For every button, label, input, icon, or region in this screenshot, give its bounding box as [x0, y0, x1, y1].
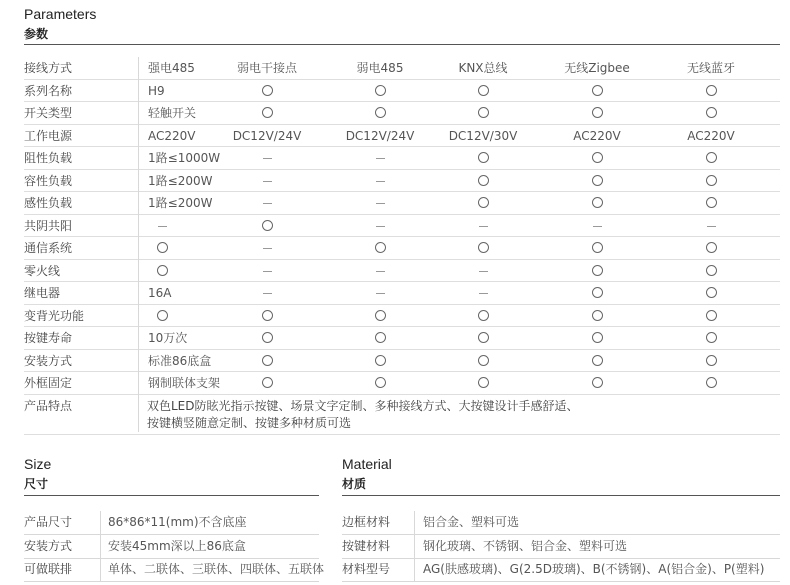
available-circle-icon: [463, 80, 503, 102]
not-applicable-dash-icon: [247, 282, 287, 304]
not-applicable-dash-icon: [360, 147, 400, 169]
available-circle-icon: [360, 80, 400, 102]
size-row-divider: [24, 581, 319, 582]
material-row-value: AG(肤感玻璃)、G(2.5D玻璃)、B(不锈钢)、A(铝合金)、P(塑料): [423, 562, 765, 576]
parameters-cell: H9: [148, 83, 165, 98]
available-circle-icon: [577, 192, 617, 214]
available-circle-icon: [691, 80, 731, 102]
available-circle-icon: [360, 102, 400, 124]
size-row-label: 安装方式: [24, 538, 73, 553]
material-divider: [342, 495, 780, 496]
material-title-zh: 材质: [342, 477, 367, 491]
available-circle-icon: [691, 237, 731, 259]
parameters-row-label: 接线方式: [24, 61, 73, 75]
parameters-cell: DC12V/24V: [232, 128, 302, 143]
available-circle-icon: [247, 102, 287, 124]
parameters-cell: 无线蓝牙: [686, 61, 735, 75]
parameters-cell: 标准86底盒: [148, 353, 212, 368]
available-circle-icon: [247, 372, 287, 394]
parameters-cell: 无线Zigbee: [564, 61, 630, 75]
parameters-column-divider: [138, 57, 139, 432]
available-circle-icon: [577, 327, 617, 349]
material-title: Material: [342, 456, 392, 472]
size-title-zh: 尺寸: [24, 477, 49, 491]
parameters-row-label: 按键寿命: [24, 331, 73, 345]
parameters-cell: AC220V: [687, 128, 735, 143]
not-applicable-dash-icon: [247, 147, 287, 169]
available-circle-icon: [463, 350, 503, 372]
size-row-value: 86*86*11(mm)不含底座: [108, 515, 247, 529]
available-circle-icon: [463, 305, 503, 327]
parameters-row-label: 开关类型: [24, 106, 73, 120]
parameters-cell: DC12V/30V: [448, 128, 518, 143]
available-circle-icon: [463, 170, 503, 192]
not-applicable-dash-icon: [463, 282, 503, 304]
available-circle-icon: [691, 305, 731, 327]
material-row-label: 边框材料: [342, 515, 391, 529]
available-circle-icon: [360, 372, 400, 394]
parameters-cell: AC220V: [148, 128, 196, 143]
parameters-row-label: 容性负载: [24, 173, 73, 188]
not-applicable-dash-icon: [360, 260, 400, 282]
parameters-cell: 1路≤200W: [148, 196, 213, 210]
available-circle-icon: [360, 327, 400, 349]
features-line-1: 双色LED防眩光指示按键、场景文字定制、多种接线方式、大按键设计手感舒适、: [147, 398, 579, 413]
parameters-cell: 强电485: [148, 61, 195, 75]
parameters-row-label: 零火线: [24, 263, 61, 278]
size-divider: [24, 495, 319, 496]
available-circle-icon: [142, 260, 182, 282]
material-row-label: 按键材料: [342, 538, 391, 553]
available-circle-icon: [577, 282, 617, 304]
not-applicable-dash-icon: [360, 192, 400, 214]
parameters-row-label: 安装方式: [24, 353, 73, 368]
available-circle-icon: [577, 350, 617, 372]
available-circle-icon: [691, 282, 731, 304]
parameters-cell: DC12V/24V: [345, 128, 415, 143]
parameters-divider: [24, 44, 780, 45]
available-circle-icon: [691, 147, 731, 169]
parameters-cell: 1路≤1000W: [148, 151, 221, 165]
parameters-row-label: 外框固定: [24, 376, 73, 390]
parameters-row-label: 阻性负载: [24, 151, 73, 165]
parameters-row-label: 继电器: [24, 286, 61, 300]
size-column-divider: [100, 511, 101, 581]
size-row-label: 产品尺寸: [24, 515, 73, 529]
not-applicable-dash-icon: [360, 215, 400, 237]
available-circle-icon: [360, 350, 400, 372]
available-circle-icon: [247, 215, 287, 237]
size-row-value: 单体、二联体、三联体、四联体、五联体: [108, 562, 325, 576]
available-circle-icon: [247, 327, 287, 349]
parameters-row-label: 变背光功能: [24, 308, 85, 323]
not-applicable-dash-icon: [247, 237, 287, 259]
available-circle-icon: [463, 327, 503, 349]
features-text: [147, 398, 579, 432]
available-circle-icon: [463, 237, 503, 259]
parameters-cell: 轻触开关: [148, 106, 197, 120]
size-title: Size: [24, 456, 52, 472]
available-circle-icon: [247, 305, 287, 327]
parameters-title-zh: 参数: [24, 27, 49, 41]
parameters-row-label: 感性负载: [24, 196, 73, 210]
available-circle-icon: [691, 372, 731, 394]
available-circle-icon: [577, 372, 617, 394]
not-applicable-dash-icon: [577, 215, 617, 237]
parameters-row-label: 共阴共阳: [24, 218, 73, 233]
parameters-row-label: 通信系统: [24, 241, 73, 255]
not-applicable-dash-icon: [247, 192, 287, 214]
parameters-title: Parameters: [24, 6, 97, 22]
material-row-value: 铝合金、塑料可选: [423, 515, 520, 529]
not-applicable-dash-icon: [463, 215, 503, 237]
not-applicable-dash-icon: [247, 170, 287, 192]
parameters-cell: 10万次: [148, 331, 188, 345]
available-circle-icon: [577, 80, 617, 102]
available-circle-icon: [247, 80, 287, 102]
available-circle-icon: [360, 237, 400, 259]
material-row-value: 钢化玻璃、不锈钢、铝合金、塑料可选: [423, 538, 628, 553]
available-circle-icon: [691, 102, 731, 124]
available-circle-icon: [691, 192, 731, 214]
available-circle-icon: [577, 102, 617, 124]
material-column-divider: [414, 511, 415, 581]
available-circle-icon: [463, 372, 503, 394]
not-applicable-dash-icon: [247, 260, 287, 282]
parameters-cell: 钢制联体支架: [148, 376, 221, 390]
available-circle-icon: [142, 305, 182, 327]
not-applicable-dash-icon: [360, 170, 400, 192]
available-circle-icon: [691, 350, 731, 372]
not-applicable-dash-icon: [463, 260, 503, 282]
material-row-label: 材料型号: [342, 562, 391, 576]
available-circle-icon: [691, 260, 731, 282]
available-circle-icon: [142, 237, 182, 259]
available-circle-icon: [577, 170, 617, 192]
not-applicable-dash-icon: [691, 215, 731, 237]
available-circle-icon: [360, 305, 400, 327]
available-circle-icon: [577, 237, 617, 259]
size-row-value: 安装45mm深以上86底盒: [108, 538, 246, 553]
available-circle-icon: [463, 192, 503, 214]
parameters-cell: 弱电干接点: [236, 61, 297, 75]
available-circle-icon: [247, 350, 287, 372]
available-circle-icon: [691, 327, 731, 349]
size-row-label: 可做联排: [24, 562, 73, 576]
available-circle-icon: [577, 260, 617, 282]
available-circle-icon: [577, 147, 617, 169]
parameters-cell: AC220V: [573, 128, 621, 143]
available-circle-icon: [577, 305, 617, 327]
available-circle-icon: [463, 147, 503, 169]
parameters-cell: 弱电485: [356, 61, 404, 75]
not-applicable-dash-icon: [142, 215, 182, 237]
not-applicable-dash-icon: [360, 282, 400, 304]
available-circle-icon: [463, 102, 503, 124]
parameters-cell: 1路≤200W: [148, 173, 213, 188]
parameters-cell: KNX总线: [458, 61, 508, 75]
parameters-row-label: 工作电源: [24, 128, 73, 143]
available-circle-icon: [691, 170, 731, 192]
parameters-cell: 16A: [148, 286, 172, 300]
features-line-2: 按键横竖随意定制、按键多种材质可选: [147, 415, 352, 430]
material-row-divider: [342, 581, 780, 582]
parameters-row-label: 系列名称: [24, 83, 73, 98]
features-label: 产品特点: [24, 398, 73, 413]
